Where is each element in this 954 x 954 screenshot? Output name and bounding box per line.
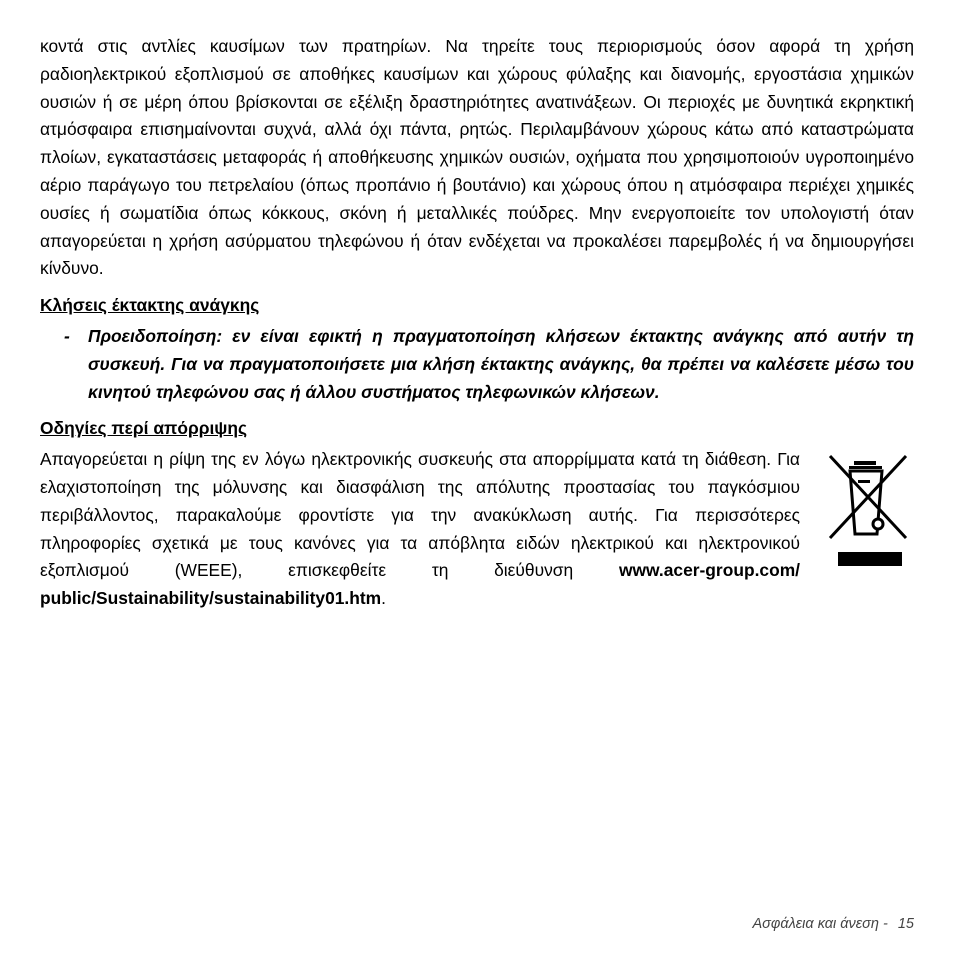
- footer-page-number: 15: [897, 916, 914, 932]
- disposal-heading: Οδηγίες περί απόρριψης: [40, 418, 248, 439]
- disposal-paragraph: [40, 446, 800, 613]
- sustainability-url: www.acer-group.com/ public/Sustainability/sustainability01.htm: [40, 560, 800, 609]
- footer-section-title: Ασφάλεια και άνεση -: [752, 916, 888, 932]
- intro-paragraph: κοντά στις αντλίες καυσίμων των πρατηρίων. Να τηρείτε τους περιορισμούς όσον αφορά τη χρήση ραδιοηλεκτρικού εξοπλισμού σε αποθήκες καυσίμων και χώρους φύλαξης και διανομής, εργοστάσια χημικών ουσιών ή σε μέρη όπου βρίσκονται σε εξέλιξη δραστηριότητες ανατινάξεων. Οι περιοχές με δυνητικά εκρηκτική ατμόσφαιρα επισημαίνονται συχνά, αλλά όχι πάντα, ρητώς. Περιλαμβάνουν χώρους κάτω από καταστρώματα πλοίων, εγκαταστάσεις μεταφοράς ή αποθήκευσης χημικών ουσιών, οχήματα που χρησιμοποιούν υγροποιημένο αέριο παράγωγο του πετρελαίου (όπως προπάνιο ή βουτάνιο) και χώρους όπου η ατμόσφαιρα περιέχει χημικές ουσίες ή σωματίδια όπως κόκκους, σκόνη ή μεταλλικές πούδρες. Μην ενεργοποιείτε τον υπολογιστή όταν απαγορεύεται η χρήση ασύρματου τηλεφώνου ή όταν ενδέχεται να προκαλέσει παρεμβολές ή να δημιουργήσει κίνδυνο.: [40, 36, 914, 279]
- emergency-warning-item: [40, 323, 914, 406]
- disposal-text: Απαγορεύεται η ρίψη της εν λόγω ηλεκτρονικής συσκευής στα απορρίμματα κατά τη διάθεση. Για ελαχιστοποίηση της μόλυνσης και διασφάλιση της απόλυτης προστασίας του παγκόσμιου περιβάλλοντος, παρακαλούμε φροντίστε για την ανακύκλωση αυτής. Για περισσότερες πληροφορίες σχετικά με τους κανόνες για τα απόβλητα ειδών ηλεκτρικού και ηλεκτρονικού εξοπλισμού (WEEE), επισκεφθείτε τη διεύθυνση: [40, 449, 800, 581]
- page-footer: [753, 916, 914, 932]
- bullet-dash: -: [64, 325, 70, 346]
- weee-crossed-bin-icon: [828, 454, 910, 575]
- disposal-section: [40, 446, 914, 613]
- emergency-warning-text: Προειδοποίηση: εν είναι εφικτή η πραγματοποίηση κλήσεων έκτακτης ανάγκης από αυτήν τη συσκευή. Για να πραγματοποιήσετε μια κλήση έκτακτης ανάγκης, θα πρέπει να καλέσετε μέσω του κινητού τηλεφώνου σας ή άλλου συστήματος τηλεφωνικών κλήσεων.: [88, 325, 914, 402]
- emergency-calls-heading: Κλήσεις έκτακτης ανάγκης: [40, 295, 260, 316]
- document-page: [40, 33, 914, 613]
- disposal-end-punct: .: [381, 588, 386, 609]
